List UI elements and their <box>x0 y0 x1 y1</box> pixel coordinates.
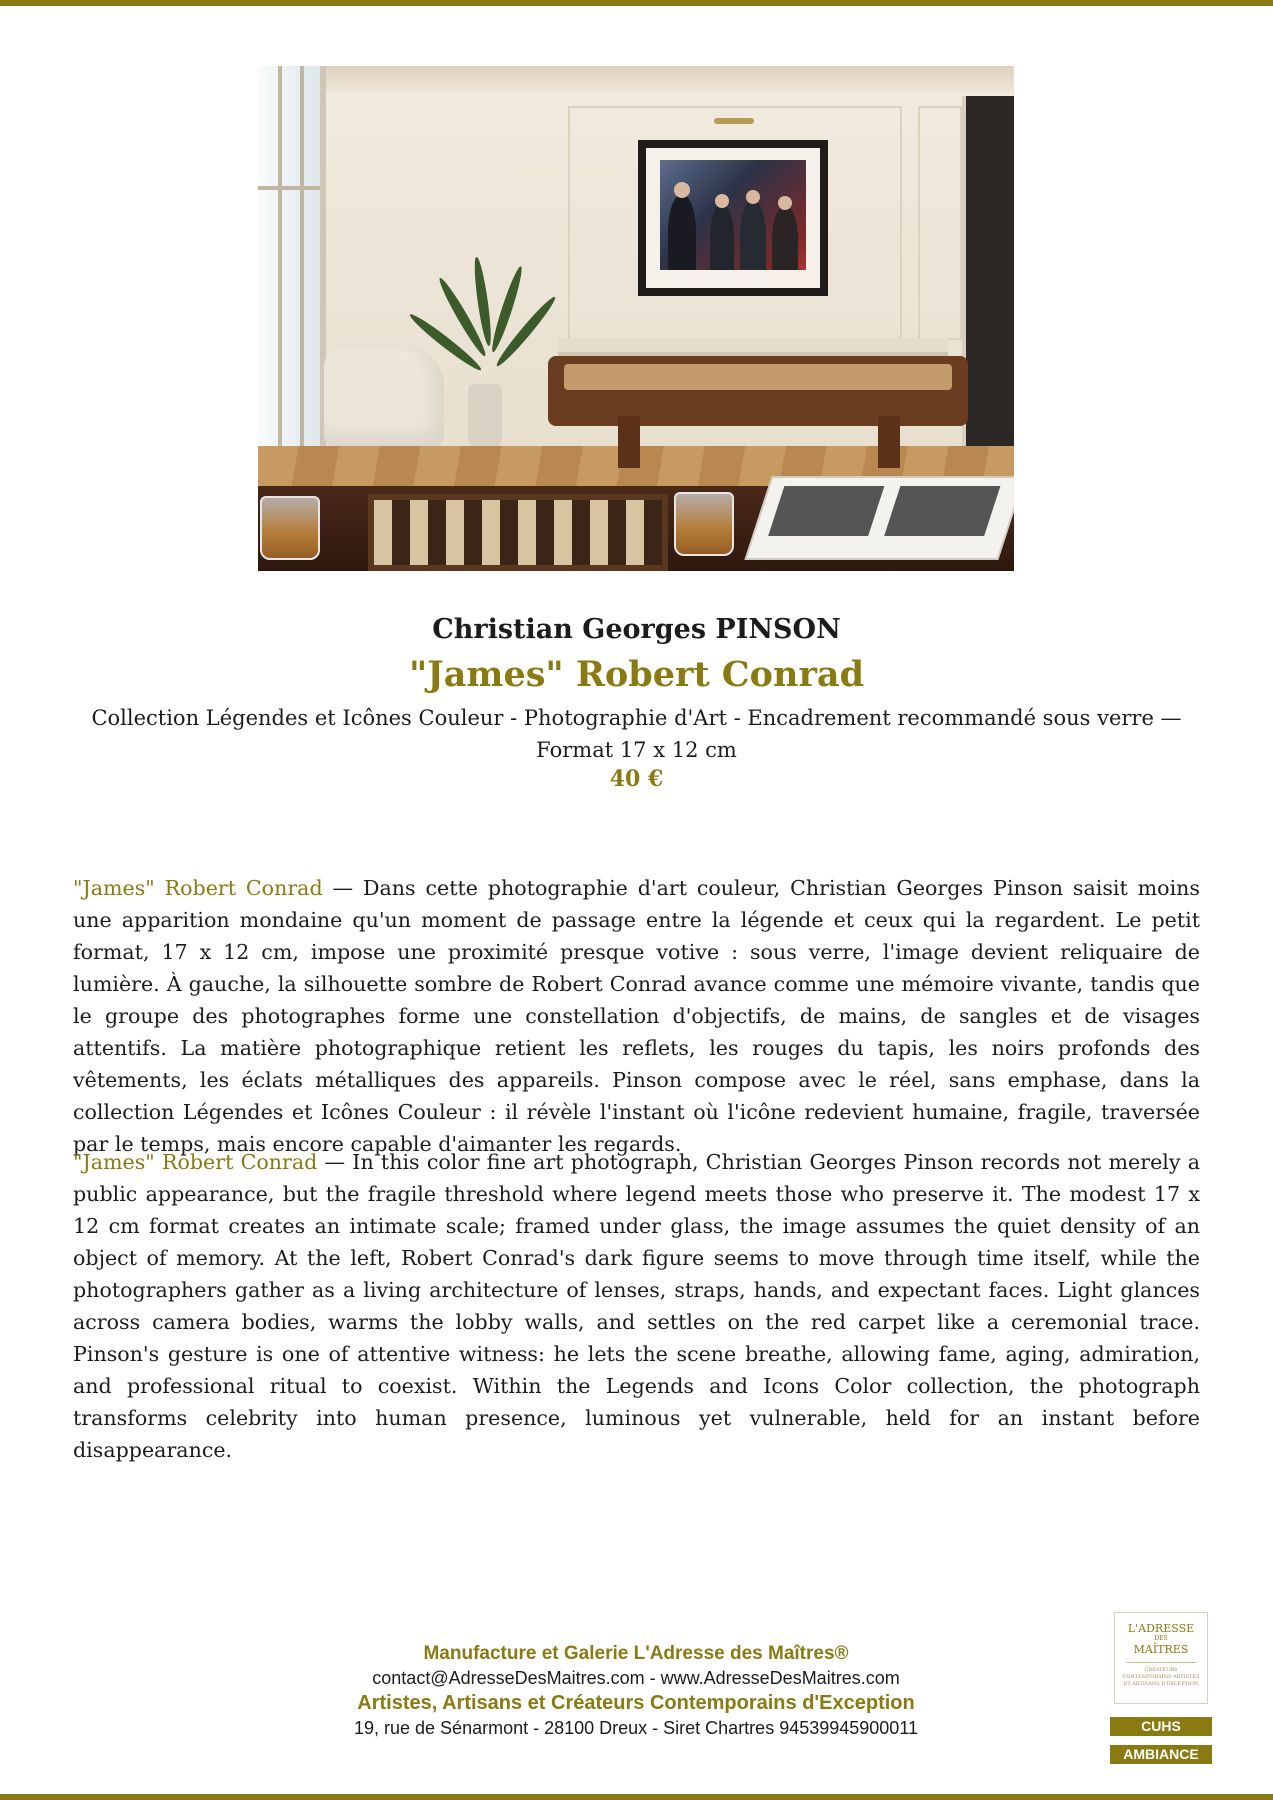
description-english-lead: "James" Robert Conrad <box>73 1150 318 1174</box>
logo-line-3: MAÎTRES <box>1133 1643 1189 1656</box>
plant-pot <box>468 384 502 448</box>
photograph-thumbnail <box>660 160 806 270</box>
footer-tagline: Artistes, Artisans et Créateurs Contemporains d'Exception <box>357 1692 915 1714</box>
description-french <box>73 872 1200 1160</box>
open-book <box>744 476 1014 560</box>
artwork-subtitle: Collection Légendes et Icônes Couleur - Photographie d'Art - Encadrement recommandé sous verre — Format 17 x 12 cm <box>91 706 1182 762</box>
footer-contact: contact@AdresseDesMaitres.com - www.AdresseDesMaitres.com <box>372 1668 900 1688</box>
logo-line-1: L'ADRESSE <box>1127 1622 1195 1635</box>
logo-line-2: DES <box>1154 1635 1168 1642</box>
badge-cuhs: CUHS <box>1110 1717 1212 1736</box>
picture-lamp <box>714 118 754 124</box>
gallery-logo <box>1114 1612 1208 1704</box>
logo-divider <box>1126 1662 1196 1663</box>
pool-table <box>548 356 968 426</box>
dark-door <box>962 96 1014 446</box>
console-shelf <box>558 338 948 356</box>
footer-gallery-name: Manufacture et Galerie L'Adresse des Maîtres® <box>423 1643 849 1664</box>
wall-panel <box>918 106 962 340</box>
armchair <box>324 346 444 446</box>
window <box>258 66 326 486</box>
artwork-staging-image <box>258 66 1014 571</box>
whisky-glass <box>260 496 320 560</box>
badge-ambiance: AMBIANCE <box>1110 1745 1212 1764</box>
whisky-glass <box>674 492 734 556</box>
ceiling <box>258 66 1014 92</box>
artist-name: Christian Georges PINSON <box>432 614 841 645</box>
logo-line-4: CRÉATEURS CONTEMPORAINS ARTISTES ET ARTISANS D'EXCEPTION <box>1122 1667 1200 1687</box>
framed-photograph <box>638 140 828 296</box>
description-french-lead: "James" Robert Conrad <box>73 876 323 900</box>
artwork-price: 40 € <box>609 766 664 792</box>
footer <box>300 1642 972 1740</box>
description-french-text: — Dans cette photographie d'art couleur, Christian Georges Pinson saisit moins une apparition mondaine qu'un moment de passage entre la légende et ceux qui la regardent. Le petit format, 17 x 12 cm, impose une proximité presque votive : sous verre, l'image devient reliquaire de lumière. À gauche, la silhouette sombre de Robert Conrad avance comme une mémoire vivante, tandis que le groupe des photographes forme une constellation d'objectifs, de mains, de sangles et de visages attentifs. La matière photographique retient les reflets, les rouges du tapis, les noirs profonds des vêtements, les éclats métalliques des appareils. Pinson compose avec le réel, sans emphase, dans la collection Légendes et Icônes Couleur : il révèle l'instant où l'icône redevient humaine, fragile, traversée par le temps, mais encore capable d'aimanter les regards. <box>73 876 1200 1156</box>
artwork-title: "James" Robert Conrad <box>408 654 865 695</box>
footer-address: 19, rue de Sénarmont - 28100 Dreux - Siret Chartres 94539945900011 <box>353 1718 919 1738</box>
bottom-rule <box>0 1794 1273 1800</box>
backgammon-board <box>368 494 668 571</box>
top-rule <box>0 0 1273 6</box>
description-english-text: — In this color fine art photograph, Christian Georges Pinson records not merely a public appearance, but the fragile threshold where legend meets those who preserve it. The modest 17 x 12 cm format creates an intimate scale; framed under glass, the image assumes the quiet density of an object of memory. At the left, Robert Conrad's dark figure seems to move through time itself, while the photographers gather as a living architecture of lenses, straps, hands, and expectant faces. Light glances across camera bodies, warms the lobby walls, and settles on the red carpet like a ceremonial trace. Pinson's gesture is one of attentive witness: he lets the scene breathe, allowing fame, aging, admiration, and professional ritual to coexist. Within the Legends and Icons Color collection, the photograph transforms celebrity into human presence, luminous yet vulnerable, held for an instant before disappearance. <box>73 1150 1200 1462</box>
description-english <box>73 1146 1200 1466</box>
